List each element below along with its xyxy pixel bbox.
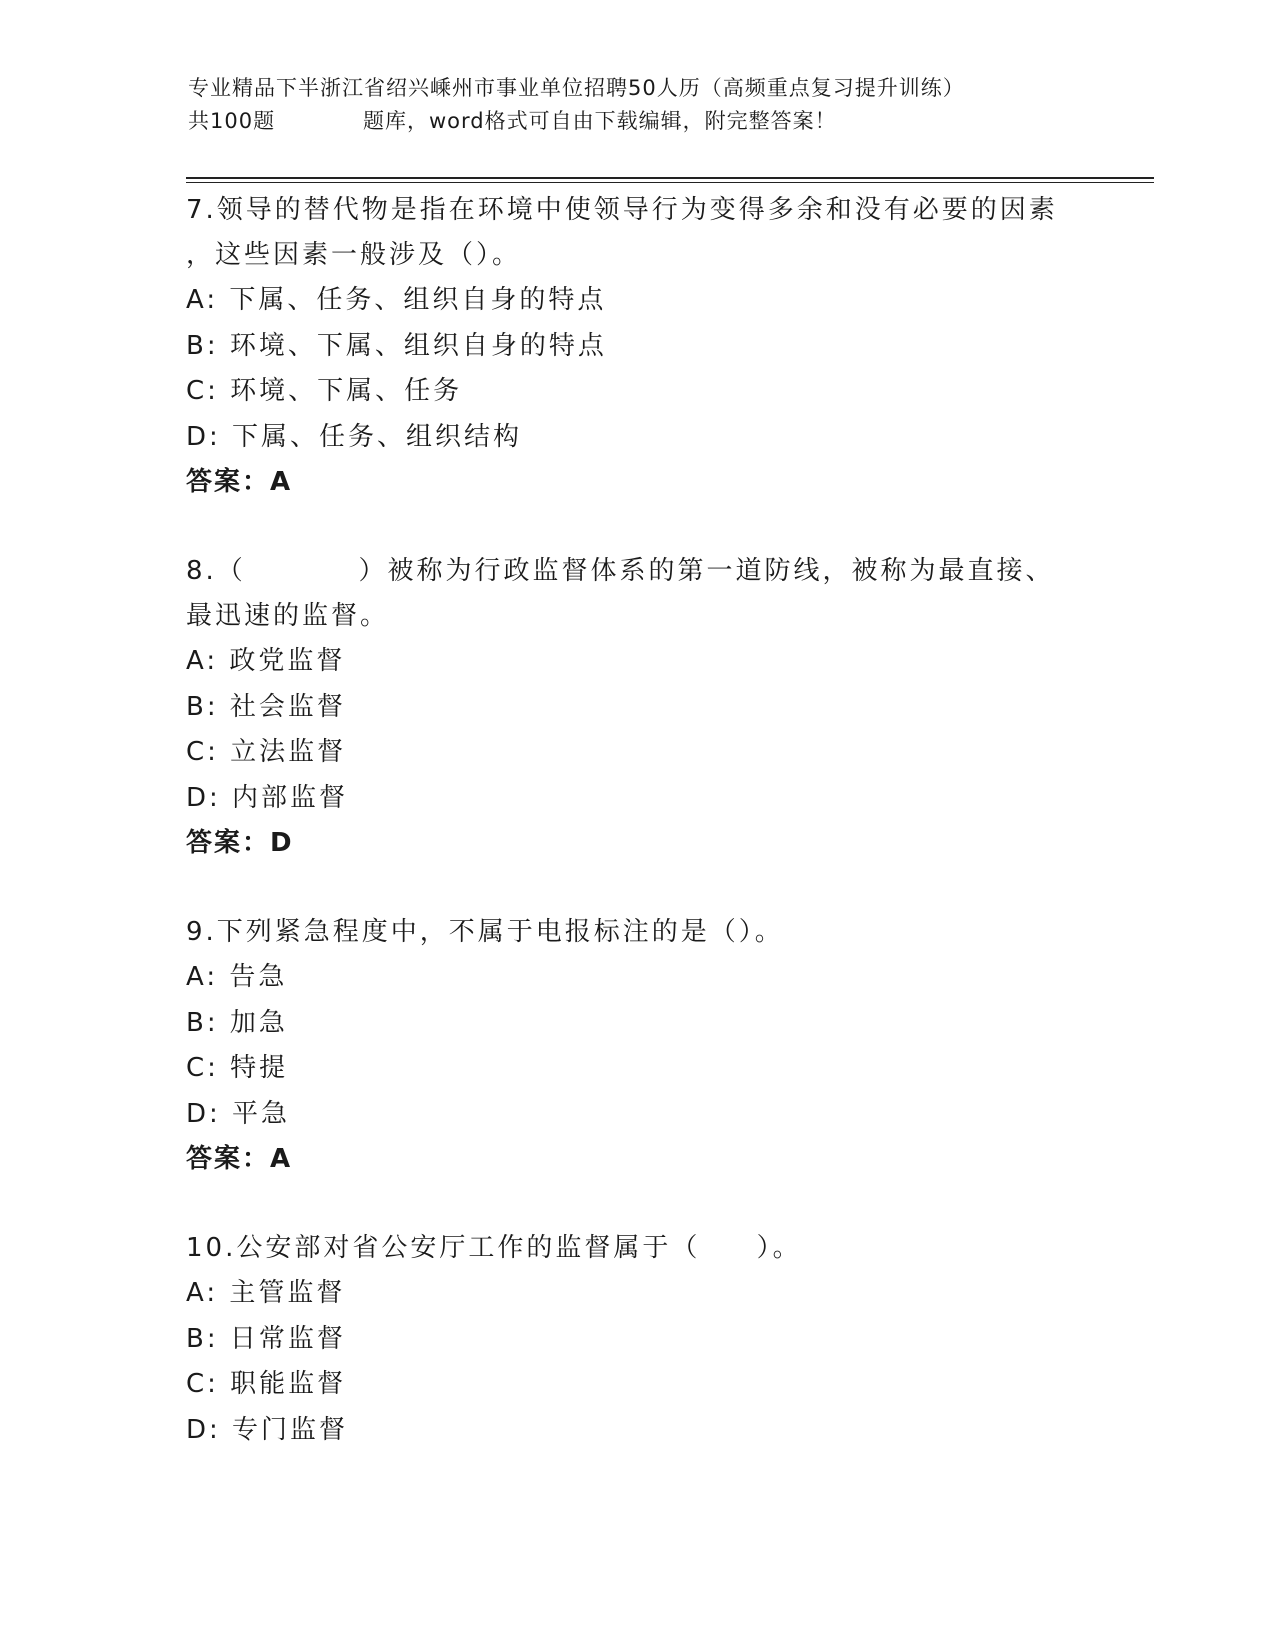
header-divider-thick xyxy=(186,177,1154,179)
header-subtitle xyxy=(188,105,1088,138)
option-a: A: 下属、任务、组织自身的特点 xyxy=(186,285,607,315)
option-d: D: 专门监督 xyxy=(186,1414,349,1445)
answer-text: 答案：D xyxy=(186,828,294,858)
spacer xyxy=(186,866,1086,910)
answer-text: 答案：A xyxy=(186,1144,293,1174)
question-list xyxy=(186,188,1086,1453)
question-stem-line: 最迅速的监督。 xyxy=(186,601,390,631)
question-10 xyxy=(186,1226,1086,1453)
option-c: C: 环境、下属、任务 xyxy=(186,376,463,406)
question-stem-line: 10.公安部对省公安厅工作的监督属于（ ）。 xyxy=(186,1233,802,1263)
spacer xyxy=(186,505,1086,549)
option-c: C: 立法监督 xyxy=(186,737,347,767)
spacer xyxy=(186,1182,1086,1226)
option-b: B: 环境、下属、组织自身的特点 xyxy=(186,330,607,361)
question-8 xyxy=(186,549,1086,866)
option-c: C: 职能监督 xyxy=(186,1369,347,1399)
option-d: D: 内部监督 xyxy=(186,782,349,813)
header-description: 题库，word格式可自由下载编辑，附完整答案！ xyxy=(363,109,837,133)
option-a: A: 告急 xyxy=(186,962,288,992)
question-stem-line: 9.下列紧急程度中，不属于电报标注的是（）。 xyxy=(186,917,784,947)
question-7 xyxy=(186,188,1086,505)
question-9 xyxy=(186,910,1086,1182)
question-stem-line: 7.领导的替代物是指在环境中使领导行为变得多余和没有必要的因素 xyxy=(186,195,1058,225)
header-divider-thin xyxy=(186,182,1154,183)
option-b: B: 社会监督 xyxy=(186,691,346,722)
option-d: D: 下属、任务、组织结构 xyxy=(186,421,523,452)
option-a: A: 政党监督 xyxy=(186,646,346,676)
option-a: A: 主管监督 xyxy=(186,1278,346,1308)
option-d: D: 平急 xyxy=(186,1098,291,1129)
document-header xyxy=(188,72,1088,138)
question-stem-line: ，这些因素一般涉及（）。 xyxy=(186,240,522,270)
option-b: B: 日常监督 xyxy=(186,1323,346,1354)
option-b: B: 加急 xyxy=(186,1007,288,1038)
question-stem-line: 8.（ ）被称为行政监督体系的第一道防线，被称为最直接、 xyxy=(186,556,1055,586)
header-title: 专业精品下半浙江省绍兴嵊州市事业单位招聘50人历（高频重点复习提升训练） xyxy=(188,76,965,100)
answer-text: 答案：A xyxy=(186,467,293,497)
header-count: 共100题 xyxy=(188,109,276,133)
option-c: C: 特提 xyxy=(186,1053,289,1083)
